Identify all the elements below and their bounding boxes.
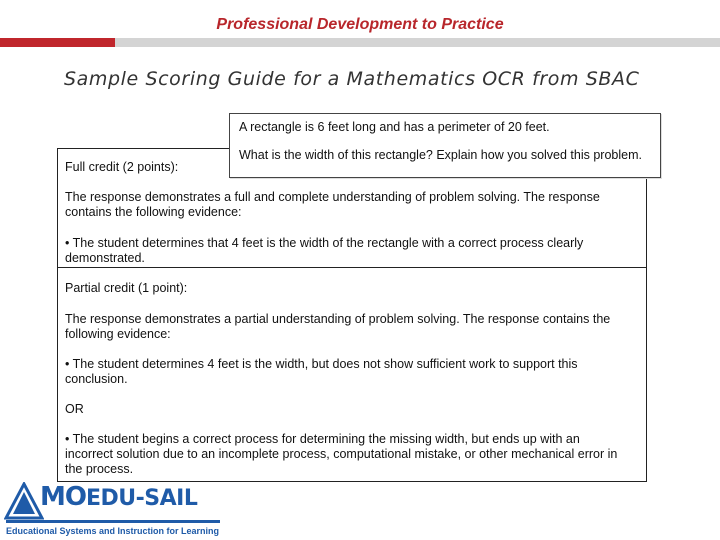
- header-accent-bar: [0, 38, 115, 47]
- mo-edu-sail-logo: [4, 482, 254, 538]
- question-box: [229, 113, 661, 178]
- header-title: Professional Development to Practice: [216, 16, 504, 33]
- full-credit-bullet-line2: demonstrated.: [65, 251, 145, 265]
- partial-credit-desc-line1: The response demonstrates a partial understanding of problem solving. The response contains the: [65, 312, 611, 326]
- full-credit-bullet-line1: • The student determines that 4 feet is the width of the rectangle with a correct process clearly: [65, 236, 584, 250]
- partial-bullet-a-line1: • The student determines 4 feet is the width, but does not show sufficient work to support this: [65, 357, 578, 371]
- full-credit-desc-line2: contains the following evidence:: [65, 205, 242, 219]
- partial-bullet-b-line1: • The student begins a correct process for determining the missing width, but ends up with an: [65, 432, 580, 446]
- full-credit-heading: Full credit (2 points):: [65, 160, 179, 174]
- partial-credit-desc-line2: following evidence:: [65, 327, 171, 341]
- partial-bullet-b-line3: the process.: [65, 462, 134, 476]
- section-divider: [57, 267, 647, 268]
- partial-bullet-a-line2: conclusion.: [65, 372, 128, 386]
- slide-title: Sample Scoring Guide for a Mathematics OCR from SBAC: [64, 68, 640, 90]
- logo-tagline: Educational Systems and Instruction for Learning: [6, 526, 220, 536]
- logo-word-edu-sail: EDU-SAIL: [86, 486, 198, 511]
- logo-word-mo: MO: [40, 482, 86, 512]
- full-credit-desc-line1: The response demonstrates a full and complete understanding of problem solving. The response: [65, 190, 600, 204]
- question-line1: A rectangle is 6 feet long and has a perimeter of 20 feet.: [239, 120, 550, 134]
- or-label: OR: [65, 402, 84, 416]
- header-gray-bar: [115, 38, 720, 47]
- logo-underline: [6, 520, 220, 523]
- question-line2: What is the width of this rectangle? Explain how you solved this problem.: [239, 148, 642, 162]
- logo-triangle-icon: [4, 482, 44, 522]
- partial-bullet-b-line2: incorrect solution due to an incomplete process, computational mistake, or other mechanical error in: [65, 447, 618, 461]
- partial-credit-heading: Partial credit (1 point):: [65, 281, 188, 295]
